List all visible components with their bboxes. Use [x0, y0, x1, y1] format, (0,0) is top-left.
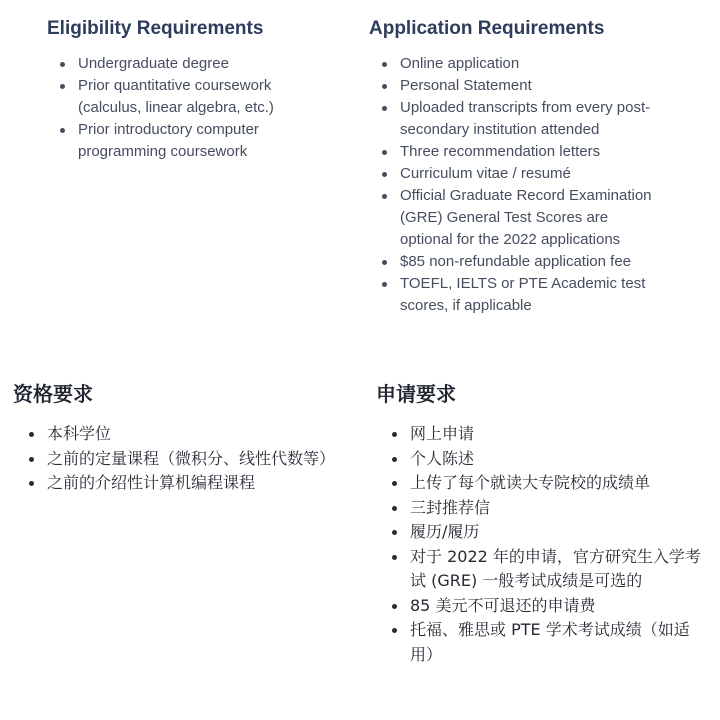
list-item: 之前的介绍性计算机编程课程: [47, 471, 337, 496]
list-item: Uploaded transcripts from every post-secondary institution attended: [400, 97, 656, 141]
application-requirements-zh: [376, 380, 716, 664]
list-item: Curriculum vitae / resumé: [400, 163, 656, 185]
list-item: Prior quantitative coursework (calculus, linear algebra, etc.): [78, 75, 308, 119]
list-item: Undergraduate degree: [78, 53, 308, 75]
list-item: 托福、雅思或 PTE 学术考试成绩（如适用）: [410, 618, 706, 667]
application-requirements-en: [369, 16, 689, 314]
list-item: 履历/履历: [410, 520, 706, 545]
list-item: Official Graduate Record Examination (GRE) General Test Scores are optional for the 2022 applications: [400, 185, 656, 251]
list-item: 本科学位: [47, 422, 337, 447]
list-item: 个人陈述: [410, 447, 706, 472]
list-item: $85 non-refundable application fee: [400, 251, 656, 273]
list-item: 之前的定量课程（微积分、线性代数等）: [47, 447, 337, 472]
application-heading-zh: 申请要求: [376, 382, 456, 406]
eligibility-requirements-en: [47, 16, 337, 160]
list-item: Three recommendation letters: [400, 141, 656, 163]
application-heading-en: Application Requirements: [369, 18, 605, 39]
eligibility-list-zh: [47, 422, 337, 496]
application-list-zh: [410, 422, 706, 667]
list-item: 网上申请: [410, 422, 706, 447]
list-item: Personal Statement: [400, 75, 656, 97]
list-item: 上传了每个就读大专院校的成绩单: [410, 471, 706, 496]
list-item: TOEFL, IELTS or PTE Academic test scores, if applicable: [400, 273, 656, 317]
list-item: Online application: [400, 53, 656, 75]
list-item: Prior introductory computer programming coursework: [78, 119, 308, 163]
list-item: 85 美元不可退还的申请费: [410, 594, 706, 619]
list-item: 三封推荐信: [410, 496, 706, 521]
list-item: 对于 2022 年的申请，官方研究生入学考试 (GRE) 一般考试成绩是可选的: [410, 545, 706, 594]
application-list-en: [400, 53, 656, 317]
eligibility-heading-en: Eligibility Requirements: [47, 18, 264, 39]
eligibility-list-en: [78, 53, 308, 163]
eligibility-heading-zh: 资格要求: [13, 382, 93, 406]
eligibility-requirements-zh: [13, 380, 353, 492]
